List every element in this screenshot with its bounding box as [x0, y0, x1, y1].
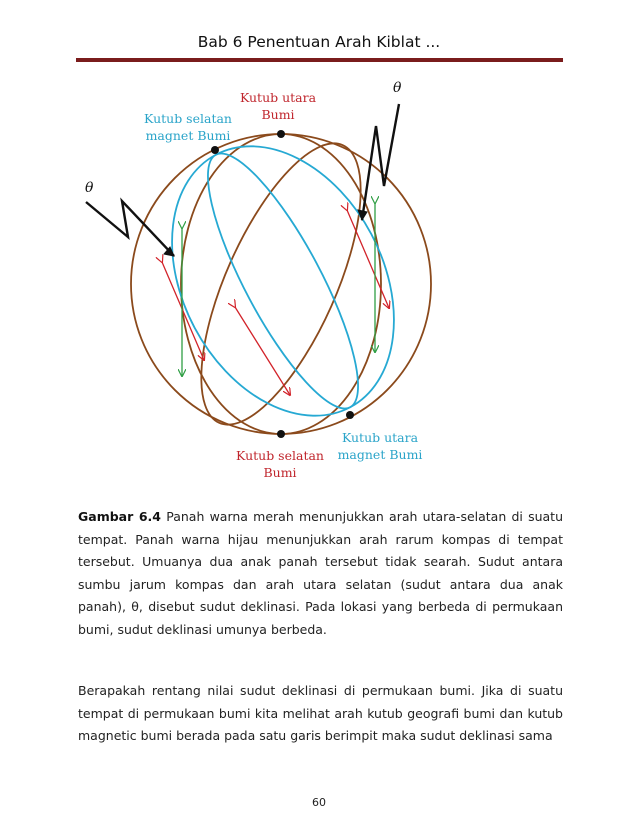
theta-label-left: θ: [85, 180, 94, 196]
south-mag-pole-dot: [211, 146, 219, 154]
caption-text: Panah warna merah menunjukkan arah utara-selatan di suatu tempat. Panah warna hijau menunjukkan arah rarum kompas di tempat tersebut. Umuanya dua anak panah tersebut tidak searah. Sudut antara sumbu jarum kompas dan arah utara selatan (sudut antara dua anak panah), θ, disebut sudut deklinasi. Pada lokasi yang berbeda di permukaan bumi, sudut deklinasi umunya berbeda.: [78, 509, 564, 637]
page-number: 60: [312, 796, 326, 809]
red-arrow-left: [162, 262, 204, 360]
figure-caption: [78, 506, 563, 641]
mag-meridian-2: [128, 108, 439, 454]
label-north-mag: Kutub utara magnet Bumi: [337, 430, 423, 462]
caption-label: Gambar 6.4: [78, 509, 162, 524]
label-north-geo: Kutub utara Bumi: [239, 90, 317, 122]
magnetic-meridians: [128, 108, 439, 454]
body-paragraph: Berapakah rentang nilai sudut deklinasi di permukaan bumi. Jika di suatu tempat di permukaan bumi kita melihat arah kutub geografi bumi dan kutub magnetic bumi berada pada satu garis berimpit maka sudut deklinasi sama: [78, 683, 563, 743]
south-geo-pole-dot: [277, 430, 285, 438]
label-south-mag: Kutub selatan magnet Bumi: [144, 111, 232, 143]
north-mag-pole-dot: [346, 411, 354, 419]
green-arrows: [182, 203, 375, 376]
theta-label-right: θ: [393, 80, 402, 96]
geo-meridian-tilted: [169, 123, 393, 445]
page-header: Bab 6 Penentuan Arah Kiblat ...: [197, 33, 441, 51]
theta-pointer-left: [86, 201, 174, 256]
label-south-geo: Kutub selatan Bumi: [236, 448, 324, 480]
north-geo-pole-dot: [277, 130, 285, 138]
